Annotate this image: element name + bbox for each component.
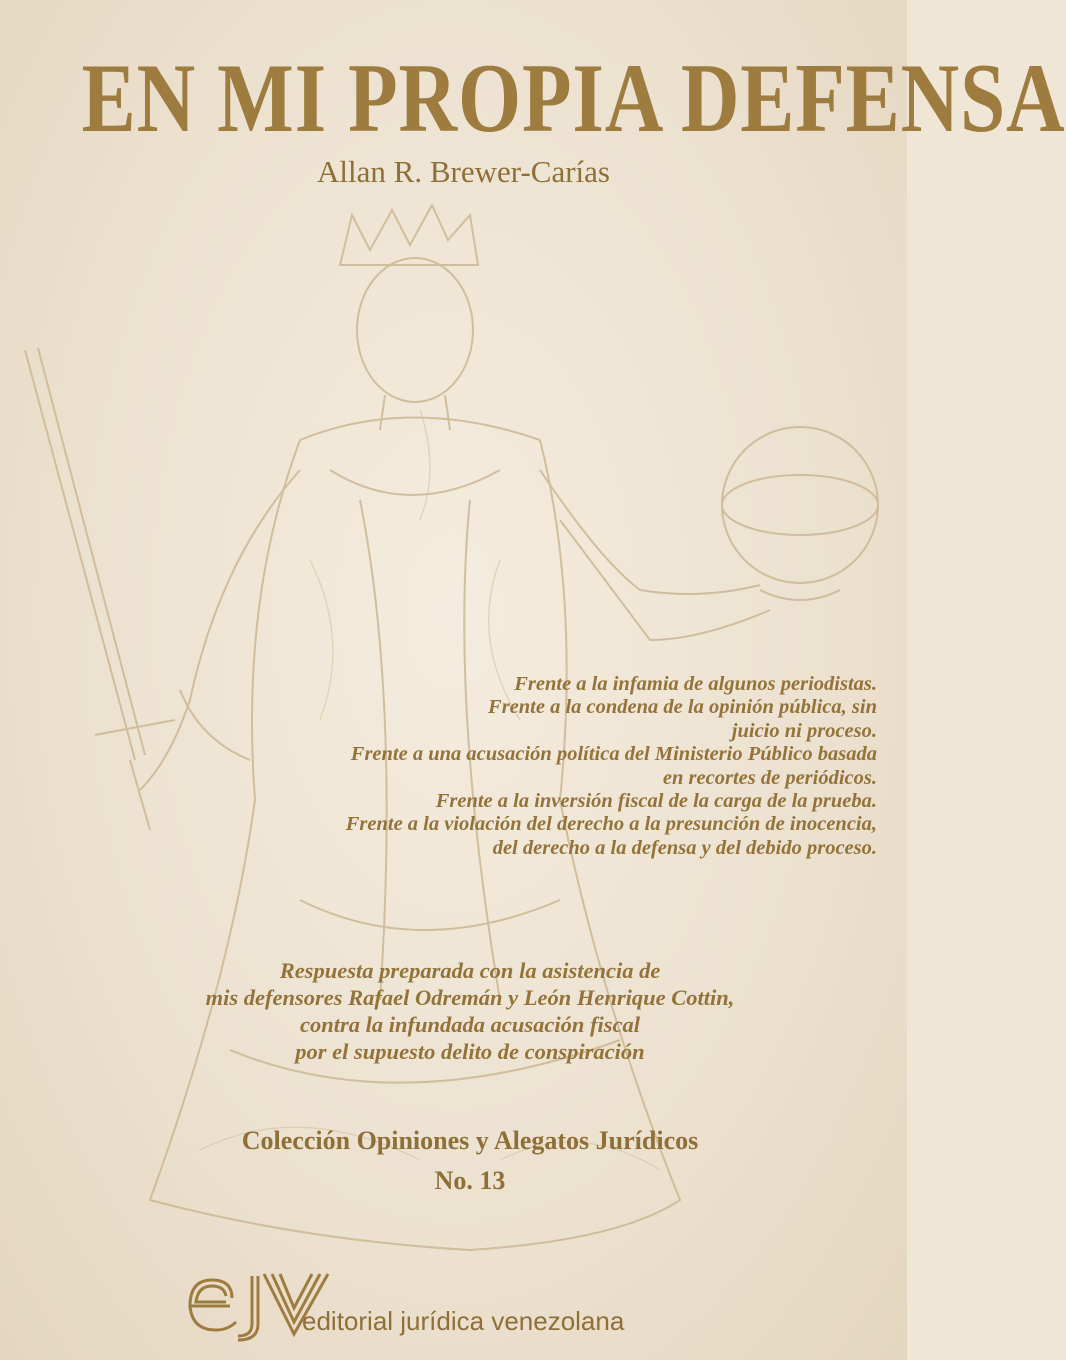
statements-block: [177, 673, 877, 860]
book-title: EN MI PROPIA DEFENSA: [81, 44, 1066, 153]
collection-block: [30, 1121, 910, 1201]
statement-line: del derecho a la defensa y del debido proceso.: [492, 836, 877, 859]
statement-line: Frente a una acusación política del Ministerio Público basada: [350, 743, 877, 766]
statement-line: en recortes de periódicos.: [662, 766, 877, 789]
response-line: contra la infundada acusación fiscal: [299, 1012, 641, 1037]
response-block: [60, 957, 880, 1065]
statement-line: Frente a la condena de la opinión pública, sin: [488, 696, 877, 719]
response-line: por el supuesto delito de conspiración: [295, 1039, 645, 1064]
response-line: mis defensores Rafael Odremán y León Henrique Cottin,: [205, 985, 735, 1010]
statement-line: juicio ni proceso.: [731, 719, 877, 742]
book-author: Allan R. Brewer-Carías: [317, 154, 610, 189]
statement-line: Frente a la violación del derecho a la presunción de inocencia,: [345, 813, 877, 836]
collection-number: No. 13: [434, 1166, 506, 1195]
response-line: Respuesta preparada con la asistencia de: [279, 958, 661, 983]
publisher-name: editorial jurídica venezolana: [302, 1306, 625, 1336]
statement-line: Frente a la inversión fiscal de la carga de la prueba.: [435, 790, 877, 813]
collection-name: Colección Opiniones y Alegatos Jurídicos: [241, 1126, 699, 1155]
statement-line: Frente a la infamia de algunos periodistas.: [514, 673, 877, 695]
